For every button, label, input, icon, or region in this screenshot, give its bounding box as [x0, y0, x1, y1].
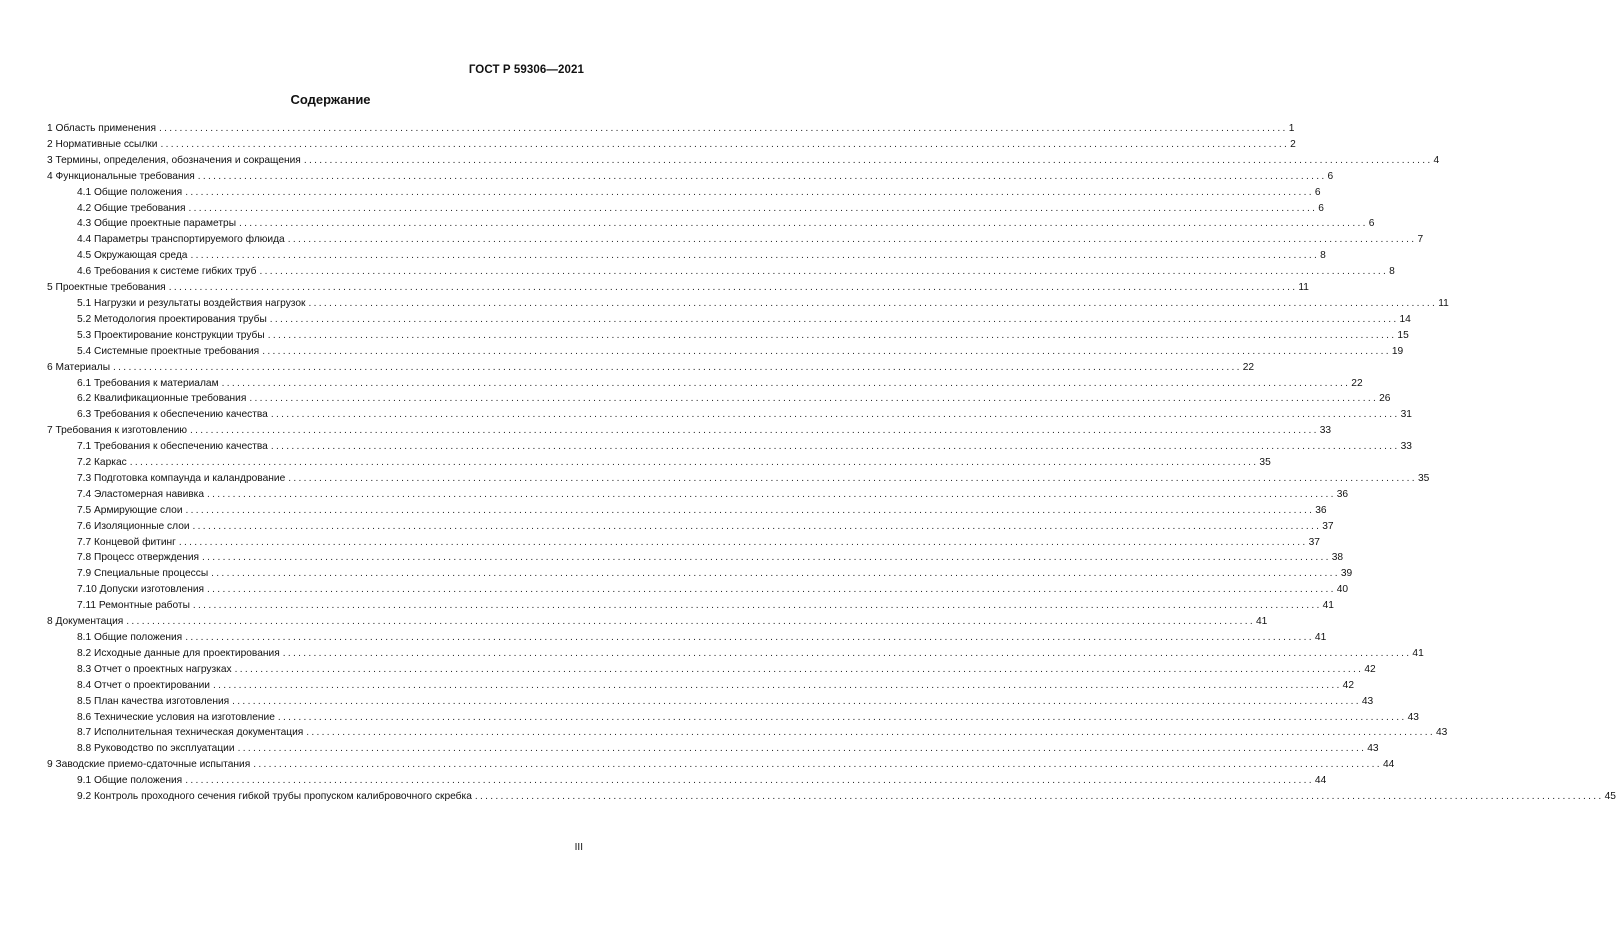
dot-leader: ............................................................................................................................................................................................................................ [267, 329, 1397, 341]
toc-entry[interactable] [47, 216, 1375, 232]
toc-entry-title: 7.4 Эластомерная навивка [77, 488, 205, 500]
toc-entry-title: 4 Функциональные требования [47, 170, 195, 182]
toc-entry-title: 8.2 Исходные данные для проектирования [77, 647, 280, 659]
dot-leader: ............................................................................................................................................................................................................................ [303, 154, 1433, 166]
dot-leader: ............................................................................................................................................................................................................................ [185, 775, 1314, 787]
toc-entry-page: 44 [1382, 759, 1395, 771]
toc-entry-page: 26 [1379, 393, 1391, 405]
dot-leader: ............................................................................................................................................................................................................................ [259, 266, 1389, 278]
dot-leader: ............................................................................................................................................................................................................................ [253, 759, 1382, 771]
page-number: III [574, 842, 583, 853]
toc-entry[interactable] [47, 630, 1327, 646]
toc-entry-title: 8.4 Отчет о проектировании [77, 679, 210, 691]
toc-entry-title: 5.1 Нагрузки и результаты воздействия нагрузок [77, 297, 306, 309]
toc-entry-page: 44 [1314, 775, 1327, 787]
dot-leader: ............................................................................................................................................................................................................................ [282, 647, 1412, 659]
table-of-contents [47, 121, 1616, 805]
toc-entry-title: 2 Нормативные ссылки [47, 138, 158, 150]
toc-entry-title: 5 Проектные требования [47, 282, 166, 294]
toc-entry-title: 7.8 Процесс отверждения [77, 552, 200, 564]
dot-leader: ............................................................................................................................................................................................................................ [158, 123, 1288, 134]
dot-leader: ............................................................................................................................................................................................................................ [212, 679, 1342, 691]
toc-entry[interactable] [47, 407, 1412, 423]
toc-entry-title: 7 Требования к изготовлению [47, 425, 188, 437]
toc-entry[interactable] [47, 741, 1379, 757]
dot-leader: ............................................................................................................................................................................................................................ [211, 568, 1340, 580]
toc-entry-title: 8.1 Общие положения [77, 632, 183, 643]
toc-entry[interactable] [47, 248, 1326, 264]
dot-leader: ............................................................................................................................................................................................................................ [306, 727, 1435, 739]
toc-entry-title: 9 Заводские приемо-сдаточные испытания [47, 759, 251, 771]
toc-entry-page: 31 [1400, 409, 1412, 421]
toc-entry-title: 4.3 Общие проектные параметры [77, 218, 237, 230]
toc-entry[interactable] [47, 201, 1324, 217]
dot-leader: ............................................................................................................................................................................................................................ [207, 584, 1336, 596]
toc-entry[interactable] [47, 678, 1355, 694]
toc-entry[interactable] [47, 344, 1404, 360]
toc-entry-page: 33 [1400, 441, 1412, 453]
toc-entry-page: 38 [1331, 552, 1344, 564]
toc-entry-page: 42 [1342, 679, 1355, 691]
toc-entry[interactable] [47, 391, 1391, 407]
dot-leader: ............................................................................................................................................................................................................................ [168, 282, 1298, 294]
toc-entry-title: 7.10 Допуски изготовления [77, 584, 205, 596]
dot-leader: ............................................................................................................................................................................................................................ [262, 345, 1391, 357]
toc-entry-title: 7.3 Подготовка компаунда и каландрование [77, 472, 286, 484]
toc-entry[interactable] [47, 137, 1296, 153]
dot-leader: ............................................................................................................................................................................................................................ [160, 138, 1290, 150]
toc-entry[interactable] [47, 662, 1376, 678]
toc-entry[interactable] [47, 376, 1363, 392]
toc-entry-page: 7 [1417, 234, 1424, 246]
toc-entry[interactable] [47, 646, 1424, 662]
toc-entry-page: 37 [1308, 536, 1320, 548]
dot-leader: ............................................................................................................................................................................................................................ [192, 600, 1322, 612]
toc-entry[interactable] [47, 328, 1409, 344]
toc-entry[interactable] [47, 757, 1395, 773]
toc-entry[interactable] [47, 232, 1424, 248]
dot-leader: ............................................................................................................................................................................................................................ [277, 711, 1407, 723]
toc-entry[interactable] [47, 264, 1395, 280]
toc-entry-title: 7.1 Требования к обеспечению качества [77, 441, 268, 453]
dot-leader: ............................................................................................................................................................................................................................ [197, 170, 1327, 182]
toc-entry-page: 40 [1336, 584, 1349, 596]
toc-entry-page: 8 [1320, 250, 1326, 262]
toc-entry-title: 3 Термины, определения, обозначения и сокращения [47, 154, 301, 166]
dot-leader: ............................................................................................................................................................................................................................ [237, 743, 1367, 755]
dot-leader: ............................................................................................................................................................................................................................ [202, 552, 1331, 564]
toc-entry[interactable] [47, 121, 1295, 137]
toc-entry[interactable] [47, 487, 1349, 503]
toc-entry-page: 33 [1319, 425, 1332, 437]
dot-leader: ............................................................................................................................................................................................................................ [185, 632, 1314, 643]
dot-leader: ............................................................................................................................................................................................................................ [270, 441, 1400, 453]
dot-leader: ............................................................................................................................................................................................................................ [190, 250, 1320, 262]
toc-entry-title: 7.6 Изоляционные слои [77, 520, 190, 532]
toc-entry-page: 43 [1435, 727, 1448, 739]
dot-leader: ............................................................................................................................................................................................................................ [126, 616, 1255, 628]
toc-entry-title: 1 Область применения [47, 123, 156, 134]
toc-entry-page: 6 [1318, 202, 1324, 214]
toc-entry[interactable] [47, 710, 1419, 726]
toc-entry-page: 8 [1389, 266, 1395, 278]
dot-leader: ............................................................................................................................................................................................................................ [232, 695, 1361, 707]
toc-entry-page: 35 [1259, 457, 1271, 469]
toc-entry-page: 41 [1322, 600, 1334, 612]
toc-entry-page: 4 [1433, 154, 1440, 166]
toc-entry-title: 5.2 Методология проектирования трубы [77, 313, 267, 325]
toc-entry-page: 14 [1399, 313, 1411, 325]
toc-entry-page: 45 [1604, 791, 1616, 803]
toc-entry[interactable] [47, 439, 1412, 455]
toc-entry-title: 5.4 Системные проектные требования [77, 345, 260, 357]
dot-leader: ............................................................................................................................................................................................................................ [178, 536, 1308, 548]
toc-entry[interactable] [47, 503, 1327, 519]
standard-number: ГОСТ Р 59306—2021 [468, 64, 584, 76]
toc-entry-title: 7.5 Армирующие слои [77, 504, 183, 516]
toc-entry[interactable] [47, 725, 1448, 741]
toc-entry-page: 41 [1256, 616, 1268, 628]
toc-entry[interactable] [47, 694, 1374, 710]
dot-leader: ............................................................................................................................................................................................................................ [113, 361, 1242, 373]
toc-entry-page: 19 [1391, 345, 1404, 357]
toc-entry-page: 39 [1340, 568, 1353, 580]
toc-entry-page: 36 [1336, 488, 1349, 500]
toc-entry-page: 36 [1315, 504, 1327, 516]
toc-entry-page: 43 [1367, 743, 1379, 755]
toc-entry-page: 6 [1314, 186, 1321, 198]
toc-entry-page: 43 [1361, 695, 1374, 707]
toc-entry[interactable] [47, 423, 1332, 439]
dot-leader: ............................................................................................................................................................................................................................ [185, 186, 1314, 198]
dot-leader: ............................................................................................................................................................................................................................ [221, 377, 1351, 389]
toc-entry[interactable] [47, 582, 1349, 598]
dot-leader: ............................................................................................................................................................................................................................ [288, 472, 1417, 484]
toc-entry-title: 6 Материалы [47, 361, 111, 373]
dot-leader: ............................................................................................................................................................................................................................ [287, 234, 1417, 246]
toc-entry-page: 1 [1288, 123, 1295, 134]
toc-entry[interactable] [47, 280, 1309, 296]
toc-entry-page: 37 [1322, 520, 1334, 532]
toc-entry[interactable] [47, 614, 1268, 630]
toc-entry-page: 22 [1242, 361, 1255, 373]
toc-entry[interactable] [47, 773, 1327, 789]
toc-entry-title: 7.2 Каркас [77, 457, 127, 469]
dot-leader: ............................................................................................................................................................................................................................ [129, 457, 1259, 469]
toc-entry-title: 8.3 Отчет о проектных нагрузках [77, 663, 232, 675]
toc-entry-title: 9.1 Общие положения [77, 775, 183, 787]
dot-leader: ............................................................................................................................................................................................................................ [474, 791, 1604, 803]
toc-entry-page: 6 [1368, 218, 1375, 230]
toc-entry[interactable] [47, 789, 1616, 805]
toc-entry[interactable] [47, 312, 1411, 328]
toc-entry-title: 8.5 План качества изготовления [77, 695, 230, 707]
toc-entry-title: 7.11 Ремонтные работы [77, 600, 190, 612]
toc-entry-page: 22 [1351, 377, 1363, 389]
toc-entry[interactable] [47, 535, 1320, 551]
dot-leader: ............................................................................................................................................................................................................................ [234, 663, 1364, 675]
toc-entry-title: 5.3 Проектирование конструкции трубы [77, 329, 265, 341]
toc-entry-title: 7.7 Концевой фитинг [77, 536, 176, 548]
toc-entry-title: 8.7 Исполнительная техническая документация [77, 727, 304, 739]
toc-entry-page: 42 [1364, 663, 1376, 675]
toc-entry-page: 11 [1298, 282, 1309, 294]
toc-entry-title: 9.2 Контроль проходного сечения гибкой трубы пропуском калибровочного скребка [77, 791, 472, 803]
toc-entry-title: 4.4 Параметры транспортируемого флюида [77, 234, 285, 246]
toc-entry-title: 6.3 Требования к обеспечению качества [77, 409, 268, 421]
dot-leader: ............................................................................................................................................................................................................................ [185, 504, 1315, 516]
toc-entry[interactable] [47, 598, 1334, 614]
toc-entry[interactable] [47, 360, 1255, 376]
toc-entry[interactable] [47, 550, 1344, 566]
toc-entry-page: 43 [1407, 711, 1419, 723]
toc-entry-title: 8.6 Технические условия на изготовление [77, 711, 275, 723]
dot-leader: ............................................................................................................................................................................................................................ [188, 202, 1318, 214]
dot-leader: ............................................................................................................................................................................................................................ [270, 409, 1400, 421]
toc-entry-title: 4.2 Общие требования [77, 202, 186, 214]
toc-entry[interactable] [47, 471, 1430, 487]
toc-entry-title: 6.1 Требования к материалам [77, 377, 219, 389]
toc-entry-page: 2 [1290, 138, 1296, 150]
dot-leader: ............................................................................................................................................................................................................................ [190, 425, 1319, 437]
dot-leader: ............................................................................................................................................................................................................................ [192, 520, 1322, 532]
toc-entry-page: 41 [1412, 647, 1424, 659]
toc-entry[interactable] [47, 519, 1334, 535]
toc-entry[interactable] [47, 153, 1440, 169]
toc-entry-title: 4.6 Требования к системе гибких труб [77, 266, 257, 278]
toc-entry-page: 11 [1438, 297, 1449, 309]
toc-title: Содержание [290, 92, 371, 107]
toc-entry-title: 4.5 Окружающая среда [77, 250, 188, 262]
toc-entry[interactable] [47, 455, 1271, 471]
dot-leader: ............................................................................................................................................................................................................................ [239, 218, 1368, 230]
toc-entry[interactable] [47, 185, 1321, 201]
toc-entry-title: 8 Документация [47, 616, 124, 628]
toc-entry[interactable] [47, 296, 1449, 312]
toc-entry-title: 7.9 Специальные процессы [77, 568, 209, 580]
toc-entry[interactable] [47, 169, 1334, 185]
toc-entry[interactable] [47, 566, 1353, 582]
toc-entry-title: 8.8 Руководство по эксплуатации [77, 743, 235, 755]
toc-entry-page: 6 [1327, 170, 1334, 182]
dot-leader: ............................................................................................................................................................................................................................ [308, 297, 1438, 309]
dot-leader: ............................................................................................................................................................................................................................ [249, 393, 1379, 405]
dot-leader: ............................................................................................................................................................................................................................ [207, 488, 1336, 500]
toc-entry-page: 35 [1417, 472, 1430, 484]
toc-entry-page: 15 [1397, 329, 1409, 341]
dot-leader: ............................................................................................................................................................................................................................ [269, 313, 1399, 325]
toc-entry-title: 4.1 Общие положения [77, 186, 183, 198]
toc-entry-page: 41 [1314, 632, 1327, 643]
toc-entry-title: 6.2 Квалификационные требования [77, 393, 247, 405]
